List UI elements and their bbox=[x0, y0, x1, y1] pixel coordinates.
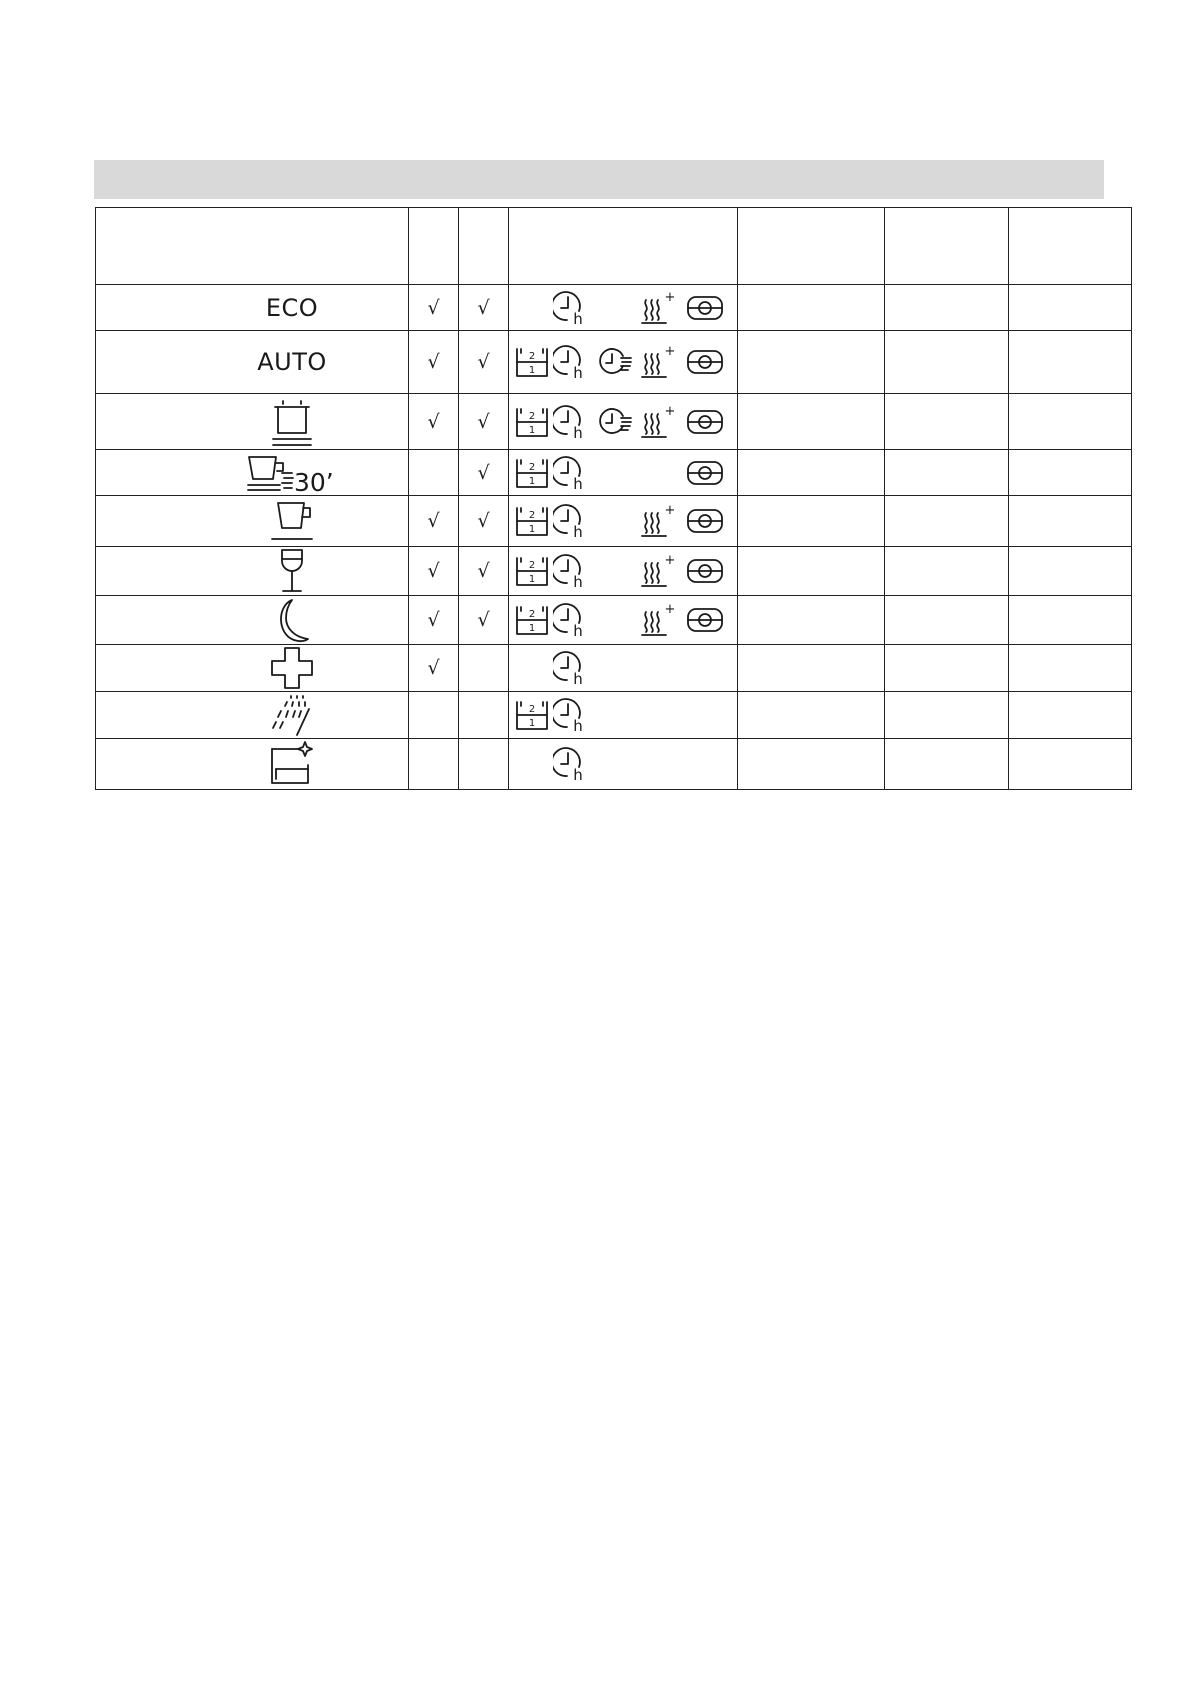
svg-text:1: 1 bbox=[528, 365, 536, 376]
program-label: AUTO bbox=[257, 348, 327, 376]
empty-cell-4 bbox=[738, 394, 885, 450]
rinse-spray-icon bbox=[268, 692, 316, 738]
svg-text:+: + bbox=[664, 289, 675, 305]
check-cell-1 bbox=[409, 450, 459, 496]
delay-start-icon bbox=[553, 745, 589, 783]
table-row bbox=[96, 331, 1132, 394]
svg-text:h: h bbox=[573, 573, 583, 590]
empty-cell-5 bbox=[885, 645, 1009, 692]
empty-cell-5 bbox=[885, 496, 1009, 547]
program-label: ECO bbox=[265, 293, 319, 322]
empty-cell-6 bbox=[1009, 692, 1132, 739]
header-banner bbox=[94, 160, 1104, 199]
options-cell bbox=[509, 645, 738, 692]
svg-text:h: h bbox=[573, 523, 583, 540]
empty-cell-5 bbox=[885, 285, 1009, 331]
empty-cell-5 bbox=[885, 739, 1009, 790]
svg-text:h: h bbox=[573, 423, 583, 441]
svg-text:+: + bbox=[664, 344, 675, 359]
svg-text:h: h bbox=[573, 364, 583, 381]
empty-cell-4 bbox=[738, 285, 885, 331]
svg-text:1: 1 bbox=[528, 524, 536, 535]
table-row bbox=[96, 496, 1132, 547]
hygiene-cross-icon bbox=[269, 645, 315, 691]
options-cell bbox=[509, 394, 738, 450]
program-cell bbox=[96, 739, 409, 790]
svg-text:2: 2 bbox=[528, 410, 536, 422]
delay-start-icon bbox=[553, 601, 589, 639]
options-cell bbox=[509, 692, 738, 739]
extra-dry-icon bbox=[639, 602, 675, 638]
check-cell-2: √ bbox=[459, 496, 509, 547]
check-cell-2: √ bbox=[459, 450, 509, 496]
empty-cell-4 bbox=[738, 596, 885, 645]
empty-cell-5 bbox=[885, 692, 1009, 739]
half-load-icon bbox=[515, 504, 549, 538]
svg-text:1: 1 bbox=[528, 424, 536, 436]
svg-text:h: h bbox=[573, 622, 583, 639]
program-cell bbox=[96, 450, 409, 496]
check-cell-1: √ bbox=[409, 331, 459, 394]
check-cell-1 bbox=[409, 692, 459, 739]
half-load-icon bbox=[515, 456, 549, 490]
table-row bbox=[96, 547, 1132, 596]
check-cell-1: √ bbox=[409, 596, 459, 645]
program-table bbox=[95, 207, 1132, 790]
check-cell-2 bbox=[459, 692, 509, 739]
program-cell bbox=[96, 547, 409, 596]
program-cell bbox=[96, 645, 409, 692]
check-cell-2 bbox=[459, 739, 509, 790]
fast-time-icon bbox=[599, 346, 635, 378]
options-cell bbox=[509, 739, 738, 790]
check-cell-2: √ bbox=[459, 331, 509, 394]
delay-start-icon bbox=[553, 696, 589, 734]
table-row bbox=[96, 450, 1132, 496]
half-load-icon bbox=[515, 405, 549, 439]
header-cell-options bbox=[509, 208, 738, 285]
options-cell bbox=[509, 285, 738, 331]
delay-start-icon bbox=[553, 552, 589, 590]
program-cell bbox=[96, 596, 409, 645]
check-cell-1: √ bbox=[409, 645, 459, 692]
plate-sensor-icon bbox=[686, 507, 724, 535]
svg-text:2: 2 bbox=[528, 704, 536, 715]
header-cell-4 bbox=[738, 208, 885, 285]
half-load-icon bbox=[515, 345, 549, 379]
svg-text:h: h bbox=[573, 474, 583, 492]
empty-cell-6 bbox=[1009, 285, 1132, 331]
header-cell-program bbox=[96, 208, 409, 285]
half-load-icon bbox=[515, 603, 549, 637]
empty-cell-6 bbox=[1009, 739, 1132, 790]
svg-text:1: 1 bbox=[528, 623, 536, 634]
cup-icon bbox=[268, 496, 316, 546]
svg-text:2: 2 bbox=[528, 560, 536, 571]
svg-text:h: h bbox=[573, 717, 583, 734]
empty-cell-5 bbox=[885, 450, 1009, 496]
svg-text:h: h bbox=[573, 766, 583, 783]
empty-cell-6 bbox=[1009, 496, 1132, 547]
extra-dry-icon bbox=[639, 344, 675, 380]
empty-cell-4 bbox=[738, 645, 885, 692]
empty-cell-4 bbox=[738, 547, 885, 596]
check-cell-1: √ bbox=[409, 496, 459, 547]
table-row bbox=[96, 692, 1132, 739]
table-header-row bbox=[96, 208, 1132, 285]
check-cell-2 bbox=[459, 645, 509, 692]
program-cell bbox=[96, 394, 409, 450]
options-cell bbox=[509, 331, 738, 394]
delay-start-icon bbox=[553, 403, 589, 441]
delay-start-icon bbox=[553, 502, 589, 540]
svg-text:30’: 30’ bbox=[294, 467, 334, 495]
empty-cell-5 bbox=[885, 547, 1009, 596]
svg-text:2: 2 bbox=[528, 609, 536, 620]
extra-dry-icon bbox=[639, 290, 675, 326]
check-cell-2: √ bbox=[459, 547, 509, 596]
header-cell-5 bbox=[885, 208, 1009, 285]
empty-cell-6 bbox=[1009, 331, 1132, 394]
quick-30-icon bbox=[246, 451, 338, 495]
check-cell-1: √ bbox=[409, 394, 459, 450]
check-cell-2: √ bbox=[459, 394, 509, 450]
wine-glass-icon bbox=[274, 547, 310, 595]
empty-cell-6 bbox=[1009, 596, 1132, 645]
svg-text:1: 1 bbox=[528, 475, 536, 487]
program-cell bbox=[96, 285, 409, 331]
plate-sensor-icon bbox=[686, 606, 724, 634]
empty-cell-4 bbox=[738, 331, 885, 394]
intensive-pot-icon bbox=[267, 396, 317, 448]
svg-text:2: 2 bbox=[528, 461, 536, 473]
options-cell bbox=[509, 450, 738, 496]
empty-cell-5 bbox=[885, 331, 1009, 394]
table-row bbox=[96, 645, 1132, 692]
empty-cell-4 bbox=[738, 692, 885, 739]
delay-start-icon bbox=[553, 289, 589, 327]
svg-text:+: + bbox=[664, 602, 675, 617]
extra-dry-icon bbox=[639, 404, 675, 440]
options-cell bbox=[509, 547, 738, 596]
svg-text:2: 2 bbox=[528, 351, 536, 362]
svg-text:h: h bbox=[573, 670, 583, 687]
empty-cell-4 bbox=[738, 496, 885, 547]
program-cell bbox=[96, 496, 409, 547]
empty-cell-5 bbox=[885, 596, 1009, 645]
check-cell-2: √ bbox=[459, 596, 509, 645]
table-row bbox=[96, 739, 1132, 790]
empty-cell-6 bbox=[1009, 450, 1132, 496]
options-cell bbox=[509, 496, 738, 547]
delay-start-icon bbox=[553, 454, 589, 492]
fast-time-icon bbox=[599, 406, 635, 438]
options-cell bbox=[509, 596, 738, 645]
program-cell bbox=[96, 331, 409, 394]
check-cell-1: √ bbox=[409, 547, 459, 596]
empty-cell-6 bbox=[1009, 394, 1132, 450]
svg-text:+: + bbox=[664, 403, 675, 419]
svg-text:h: h bbox=[573, 309, 583, 327]
empty-cell-4 bbox=[738, 450, 885, 496]
extra-dry-icon bbox=[639, 503, 675, 539]
header-cell-2 bbox=[459, 208, 509, 285]
table-row bbox=[96, 394, 1132, 450]
check-cell-1: √ bbox=[409, 285, 459, 331]
empty-cell-6 bbox=[1009, 547, 1132, 596]
empty-cell-4 bbox=[738, 739, 885, 790]
header-cell-1 bbox=[409, 208, 459, 285]
header-cell-6 bbox=[1009, 208, 1132, 285]
plate-sensor-icon bbox=[686, 459, 724, 487]
svg-text:+: + bbox=[664, 553, 675, 568]
empty-cell-6 bbox=[1009, 645, 1132, 692]
delay-start-icon bbox=[553, 649, 589, 687]
plate-sensor-icon bbox=[686, 557, 724, 585]
plate-sensor-icon bbox=[686, 408, 724, 436]
svg-text:1: 1 bbox=[528, 718, 536, 729]
half-load-icon bbox=[515, 554, 549, 588]
svg-text:1: 1 bbox=[528, 574, 536, 585]
svg-text:2: 2 bbox=[528, 510, 536, 521]
table-row bbox=[96, 285, 1132, 331]
program-cell bbox=[96, 692, 409, 739]
table-row bbox=[96, 596, 1132, 645]
moon-icon bbox=[272, 596, 312, 644]
half-load-icon bbox=[515, 698, 549, 732]
delay-start-icon bbox=[553, 343, 589, 381]
check-cell-1 bbox=[409, 739, 459, 790]
machine-clean-icon bbox=[267, 739, 317, 789]
check-cell-2: √ bbox=[459, 285, 509, 331]
svg-text:+: + bbox=[664, 503, 675, 518]
extra-dry-icon bbox=[639, 553, 675, 589]
plate-sensor-icon bbox=[686, 348, 724, 376]
empty-cell-5 bbox=[885, 394, 1009, 450]
plate-sensor-icon bbox=[686, 294, 724, 322]
